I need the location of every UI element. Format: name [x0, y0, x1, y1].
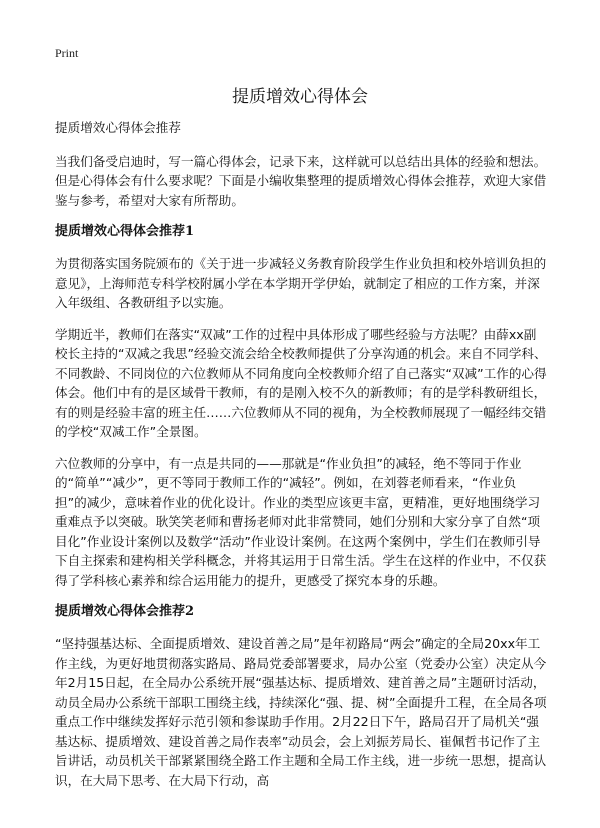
section-heading-1: 提质增效心得体会推荐1 — [55, 224, 195, 239]
intro-paragraph: 当我们备受启迪时，写一篇心得体会，记录下来，这样就可以总结出具体的经验和想法。但是心得体会有什么要求呢？下面是小编收集整理的提质增效心得体会推荐，欢迎大家借鉴与参考，希望对大家有所帮助。 — [55, 153, 547, 208]
section-1-paragraph-3: 六位教师的分享中，有一点是共同的——那就是“作业负担”的减轻，绝不等同于作业的“简单”“减少”，更不等同于教师工作的“减轻”。例如，在刘蓉老师看来，“作业负担”的减少，意味着作业的优化设计。作业的类型应该更丰富，更精准，更好地围绕学习重难点予以突破。耿笑笑老师和曹扬老师对此非常赞同，她们分别和大家分享了自然“项目化”作业设计案例以及数学“活动”作业设计案例。在这两个案例中，学生们在教师引导下自主探索和建构相关学科概念，并将其运用于日常生活。学生在这样的作业中，不仅获得了学科核心素养和综合运用能力的提升，更感受了探究本身的乐趣。 — [55, 455, 547, 588]
section-1-paragraph-2: 学期近半，教师们在落实“双减”工作的过程中具体形成了哪些经验与方法呢？由薛xx副校长主持的“双减之我思”经验交流会给全校教师提供了分享沟通的机会。来自不同学科、不同教龄、不同岗位的六位教师从不同角度向全校教师介绍了自己落实“双减”工作的心得体会。他们中有的是区域骨干教师，有的是刚入校不久的新教师；有的是学科教研组长，有的则是经验丰富的班主任……六位教师从不同的视角，为全校教师展现了一幅经纬交错的学校“双减工作”全景图。 — [55, 326, 547, 439]
page-title: 提质增效心得体会 — [232, 87, 368, 107]
print-link[interactable]: Print — [55, 46, 79, 60]
section-1-paragraph-1: 为贯彻落实国务院颁布的《关于进一步减轻义务教育阶段学生作业负担和校外培训负担的意见》，上海师范专科学校附属小学在本学期开学伊始，就制定了相应的工作方案，并深入年级组、各教研组予以实施。 — [55, 256, 547, 310]
section-heading-2: 提质增效心得体会推荐2 — [55, 604, 195, 619]
section-2-paragraph-1: “坚持强基达标、全面提质增效、建设首善之局”是年初路局“两会”确定的全局20xx年工作主线，为更好地贯彻落实路局、路局党委部署要求，局办公室（党委办公室）决定从今年2月15日起，在全局办公系统开展“强基达标、提质增效、建首善之局”主题研讨活动，动员全局办公系统干部职工围绕主线，持续深化“强、提、树”全面提升工程，在全局各项重点工作中继续发挥好示范引领和参谋助手作用。2月22日下午，路局召开了局机关“强基达标、提质增效、建设首善之局作表率”动员会，会上刘振芳局长、崔佩哲书记作了主旨讲话，动员机关干部紧紧围绕全路工作主题和全局工作主线，进一步统一思想，提高认识，在大局下思考、在大局下行动，高 — [55, 636, 547, 788]
document-body — [55, 118, 547, 802]
document-subtitle: 提质增效心得体会推荐 — [55, 120, 181, 135]
